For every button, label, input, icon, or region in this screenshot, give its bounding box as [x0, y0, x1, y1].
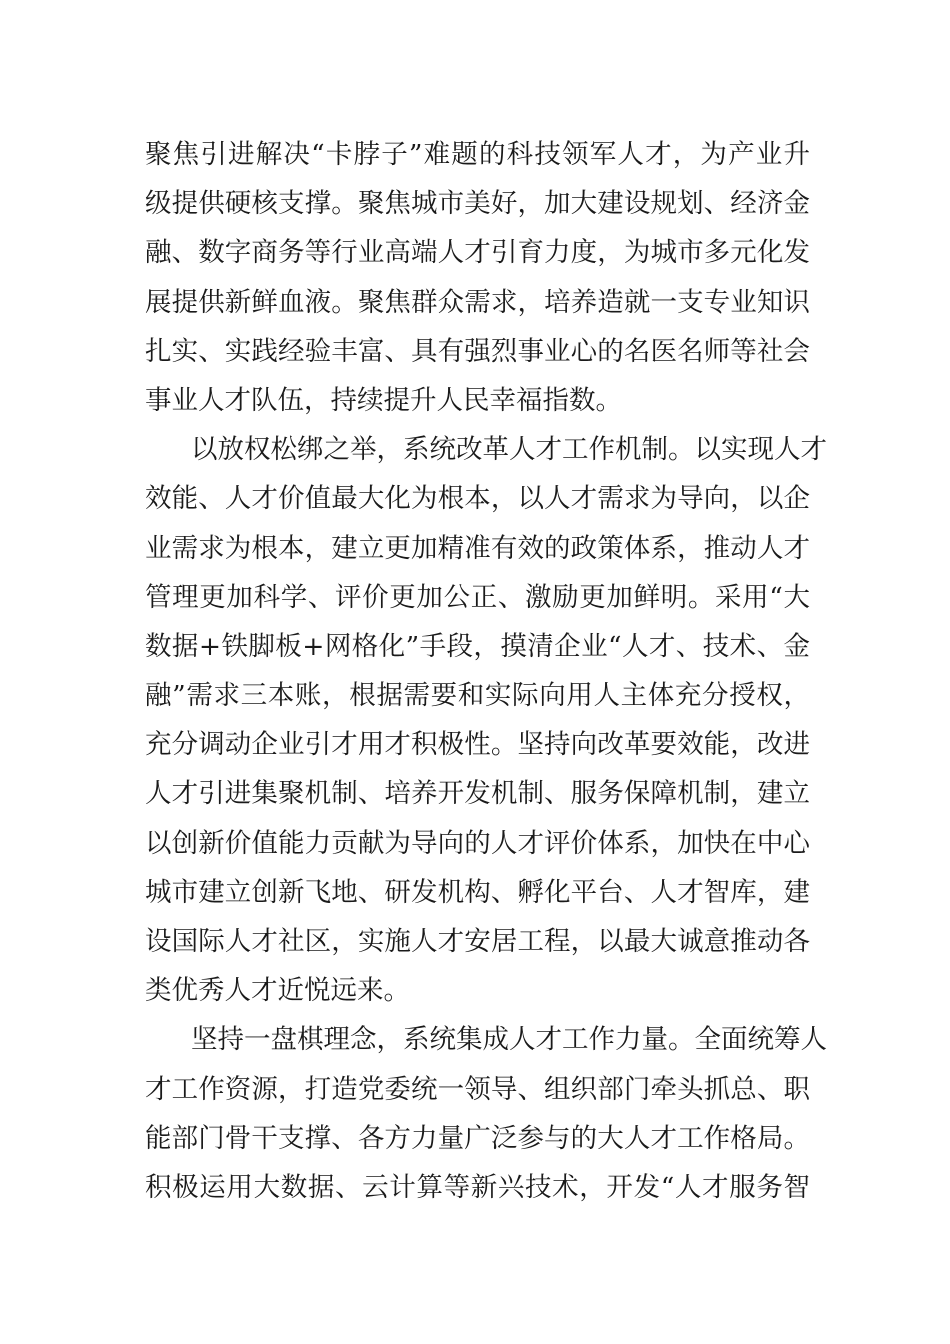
- text-line: 才工作资源，打造党委统一领导、组织部门牵头抓总、职: [145, 1073, 810, 1105]
- paragraph-1: [145, 130, 810, 425]
- text-line: 人才引进集聚机制、培养开发机制、服务保障机制，建立: [145, 778, 810, 810]
- text-line: 城市建立创新飞地、研发机构、孵化平台、人才智库，建: [145, 876, 810, 908]
- text-line: 数据+铁脚板+网格化”手段，摸清企业“人才、技术、金: [145, 630, 810, 662]
- text-line: 类优秀人才近悦远来。: [145, 975, 410, 1007]
- text-line: 事业人才队伍，持续提升人民幸福指数。: [145, 384, 622, 416]
- body-text: [145, 130, 827, 1212]
- text-line: 业需求为根本，建立更加精准有效的政策体系，推动人才: [145, 532, 810, 564]
- text-line: 充分调动企业引才用才积极性。坚持向改革要效能，改进: [145, 729, 810, 761]
- text-line: 展提供新鲜血液。聚焦群众需求，培养造就一支专业知识: [145, 286, 810, 318]
- text-line: 聚焦引进解决“卡脖子”难题的科技领军人才，为产业升: [145, 139, 810, 170]
- text-line: 级提供硬核支撑。聚焦城市美好，加大建设规划、经济金: [145, 188, 810, 220]
- text-line: 能部门骨干支撑、各方力量广泛参与的大人才工作格局。: [145, 1122, 810, 1154]
- text-line: 融、数字商务等行业高端人才引育力度，为城市多元化发: [145, 237, 810, 269]
- text-line: 融”需求三本账，根据需要和实际向用人主体充分授权，: [145, 680, 810, 712]
- text-line: 效能、人才价值最大化为根本，以人才需求为导向，以企: [145, 483, 810, 515]
- text-line: 积极运用大数据、云计算等新兴技术，开发“人才服务智: [145, 1171, 810, 1203]
- paragraph-3: [145, 1015, 827, 1212]
- text-line: 管理更加科学、评价更加公正、激励更加鲜明。采用“大: [145, 581, 810, 613]
- text-line: 以放权松绑之举，系统改革人才工作机制。以实现人才: [191, 434, 827, 466]
- paragraph-2: [145, 425, 827, 1015]
- text-line: 坚持一盘棋理念，系统集成人才工作力量。全面统筹人: [191, 1024, 827, 1056]
- text-line: 以创新价值能力贡献为导向的人才评价体系，加快在中心: [145, 827, 810, 859]
- text-line: 设国际人才社区，实施人才安居工程，以最大诚意推动各: [145, 926, 810, 957]
- text-line: 扎实、实践经验丰富、具有强烈事业心的名医名师等社会: [145, 335, 810, 367]
